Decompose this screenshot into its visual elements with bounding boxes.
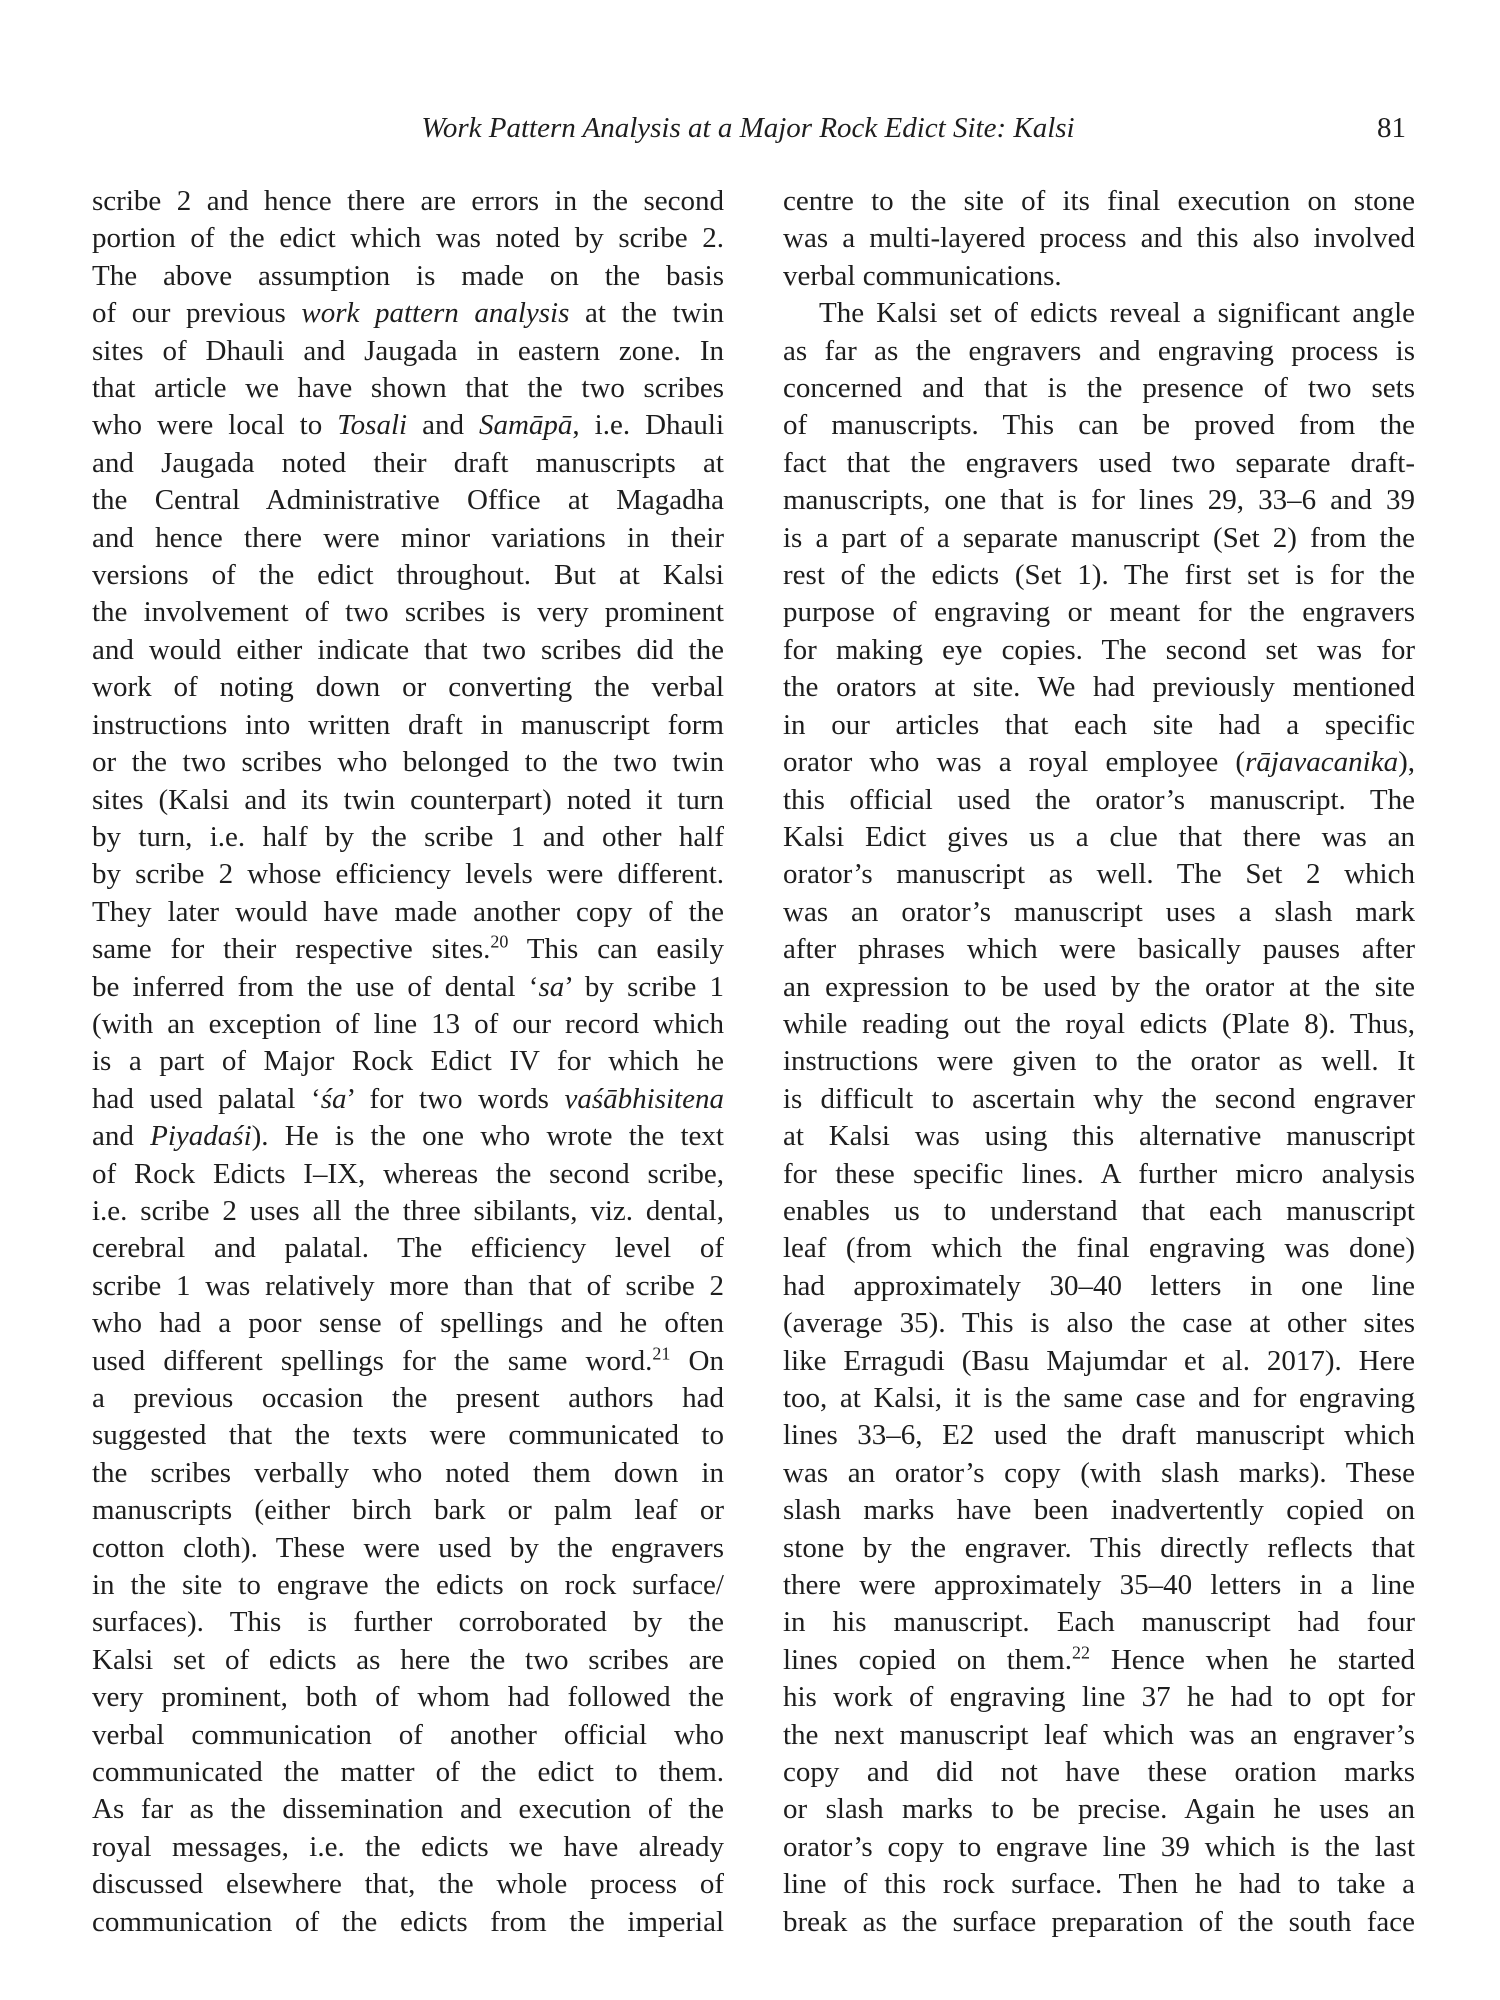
text-line bbox=[92, 183, 724, 220]
text-run: the involvement of two scribes is very prominent bbox=[92, 596, 724, 629]
text-run: scribe 1 was relatively more than that of scribe 2 bbox=[92, 1269, 724, 1302]
text-run: for these specific lines. A further micro analysis bbox=[783, 1157, 1415, 1190]
text-run: surfaces). This is further corroborated by the bbox=[92, 1606, 724, 1639]
text-run: and Jaugada noted their draft manuscripts at bbox=[92, 446, 724, 479]
text-run: the scribes verbally who noted them down in bbox=[92, 1456, 724, 1489]
text-line bbox=[92, 520, 724, 557]
text-line bbox=[783, 1717, 1415, 1754]
text-run: by scribe 2 whose efficiency levels were different. bbox=[92, 858, 724, 891]
italic-term: Samāpā bbox=[478, 409, 573, 442]
text-run: scribe 2 and hence there are errors in the second bbox=[92, 185, 724, 217]
text-run: copy and did not have these oration marks bbox=[783, 1756, 1415, 1789]
text-line bbox=[92, 1679, 724, 1716]
text-run: sites of Dhauli and Jaugada in eastern zone. In bbox=[92, 334, 724, 367]
text-run: in our articles that each site had a specific bbox=[783, 708, 1415, 741]
text-run: break as the surface preparation of the south face bbox=[783, 1905, 1415, 1938]
text-run: same for their respective sites. bbox=[92, 933, 491, 966]
text-run: very prominent, both of whom had followed the bbox=[92, 1681, 724, 1714]
text-run: verbal communication of another official who bbox=[92, 1718, 724, 1751]
text-run: suggested that the texts were communicated to bbox=[92, 1419, 724, 1452]
text-line bbox=[92, 669, 724, 706]
text-run: used different spellings for the same word. bbox=[92, 1344, 653, 1377]
text-line bbox=[783, 407, 1415, 444]
text-run: was a multi-layered process and this also involved bbox=[783, 222, 1415, 255]
text-line bbox=[92, 1866, 724, 1903]
text-line bbox=[783, 1492, 1415, 1529]
text-run: was an orator’s copy (with slash marks). These bbox=[783, 1456, 1415, 1489]
footnote-marker: 20 bbox=[490, 931, 509, 952]
text-line bbox=[783, 1904, 1415, 1941]
running-title: Work Pattern Analysis at a Major Rock Edict Site: Kalsi bbox=[421, 112, 1075, 144]
text-run: and would either indicate that two scribes did the bbox=[92, 633, 724, 666]
text-run: like Erragudi (Basu Majumdar et al. 2017). Here bbox=[783, 1344, 1415, 1377]
text-run: portion of the edict which was noted by scribe 2. bbox=[92, 222, 724, 255]
text-line bbox=[92, 1006, 724, 1043]
text-line bbox=[783, 632, 1415, 669]
text-line bbox=[783, 1866, 1415, 1903]
text-line bbox=[92, 1791, 724, 1828]
text-run: The Kalsi set of edicts reveal a significant angle bbox=[819, 297, 1415, 330]
text-run: of Rock Edicts I–IX, whereas the second scribe, bbox=[92, 1157, 724, 1190]
text-line bbox=[92, 1530, 724, 1567]
text-line bbox=[783, 258, 1415, 295]
text-line bbox=[92, 1904, 724, 1941]
text-line bbox=[783, 1530, 1415, 1567]
text-run: the Central Administrative Office at Magadha bbox=[92, 484, 724, 517]
text-line bbox=[92, 1380, 724, 1417]
text-line bbox=[783, 856, 1415, 893]
text-run: cotton cloth). These were used by the engravers bbox=[92, 1531, 724, 1564]
text-run: while reading out the royal edicts (Plate 8). Thus, bbox=[783, 1007, 1415, 1040]
text-run: royal messages, i.e. the edicts we have already bbox=[92, 1830, 724, 1863]
text-line bbox=[783, 557, 1415, 594]
text-run: Hence when he started bbox=[1089, 1643, 1415, 1676]
text-line bbox=[92, 931, 724, 968]
text-run: purpose of engraving or meant for the engravers bbox=[783, 596, 1415, 629]
text-run: As far as the dissemination and execution of the bbox=[92, 1793, 724, 1826]
text-line bbox=[92, 1118, 724, 1155]
text-line bbox=[783, 333, 1415, 370]
text-run: at Kalsi was using this alternative manuscript bbox=[783, 1120, 1415, 1153]
text-line bbox=[92, 1492, 724, 1529]
text-line bbox=[92, 1567, 724, 1604]
text-run: by turn, i.e. half by the scribe 1 and other half bbox=[92, 820, 724, 853]
text-line bbox=[92, 1343, 724, 1380]
text-run: the orators at site. We had previously mentioned bbox=[783, 671, 1415, 704]
text-line bbox=[92, 1230, 724, 1267]
text-run: discussed elsewhere that, the whole process of bbox=[92, 1868, 724, 1901]
text-run: (average 35). This is also the case at other sites bbox=[783, 1307, 1415, 1340]
text-run: had approximately 30–40 letters in one line bbox=[783, 1269, 1415, 1302]
text-run: Kalsi set of edicts as here the two scribes are bbox=[92, 1643, 724, 1676]
text-run: instructions were given to the orator as well. It bbox=[783, 1045, 1415, 1078]
text-run: On bbox=[670, 1344, 724, 1377]
italic-term: śa bbox=[320, 1082, 347, 1115]
text-run: orator who was a royal employee ( bbox=[783, 746, 1246, 779]
text-line bbox=[783, 1343, 1415, 1380]
text-line bbox=[92, 782, 724, 819]
text-run: of manuscripts. This can be proved from the bbox=[783, 409, 1415, 442]
text-run: at the twin bbox=[569, 297, 724, 330]
text-line bbox=[783, 1081, 1415, 1118]
text-line bbox=[783, 1791, 1415, 1828]
right-column bbox=[783, 183, 1415, 1941]
text-run: i.e. scribe 2 uses all the three sibilants, viz. dental, bbox=[92, 1194, 724, 1227]
italic-term: Piyadaśi bbox=[150, 1120, 252, 1153]
text-line bbox=[92, 1043, 724, 1080]
text-run: ’ by scribe 1 bbox=[564, 970, 724, 1003]
text-line bbox=[783, 1043, 1415, 1080]
text-line bbox=[783, 295, 1415, 332]
text-line bbox=[783, 669, 1415, 706]
text-run: sites (Kalsi and its twin counterpart) noted it turn bbox=[92, 783, 724, 816]
text-run: is difficult to ascertain why the second engraver bbox=[783, 1082, 1415, 1115]
text-run: , i.e. Dhauli bbox=[572, 409, 724, 442]
text-line bbox=[783, 1754, 1415, 1791]
text-run: lines copied on them. bbox=[783, 1643, 1072, 1676]
text-run: this official used the orator’s manuscript. The bbox=[783, 783, 1415, 816]
text-run: This can easily bbox=[508, 933, 724, 966]
text-run: The above assumption is made on the basis bbox=[92, 259, 724, 292]
text-line bbox=[92, 333, 724, 370]
text-run: communication of the edicts from the imperial bbox=[92, 1905, 724, 1938]
text-run: enables us to understand that each manuscript bbox=[783, 1194, 1415, 1227]
text-line bbox=[783, 445, 1415, 482]
text-line bbox=[92, 969, 724, 1006]
text-line bbox=[783, 1230, 1415, 1267]
italic-term: vaśābhisitena bbox=[564, 1082, 724, 1115]
text-line bbox=[92, 744, 724, 781]
text-run: They later would have made another copy of the bbox=[92, 895, 724, 928]
text-line bbox=[92, 370, 724, 407]
footnote-marker: 22 bbox=[1071, 1642, 1090, 1663]
text-run: is a part of Major Rock Edict IV for which he bbox=[92, 1045, 724, 1078]
text-line bbox=[783, 931, 1415, 968]
text-run: rest of the edicts (Set 1). The first set is for the bbox=[783, 559, 1415, 592]
text-run: slash marks have been inadvertently copied on bbox=[783, 1494, 1415, 1527]
text-line bbox=[92, 1754, 724, 1791]
text-run: his work of engraving line 37 he had to opt for bbox=[783, 1681, 1415, 1714]
text-run: in the site to engrave the edicts on rock surface/ bbox=[92, 1569, 724, 1602]
text-line bbox=[92, 1417, 724, 1454]
text-line bbox=[783, 1268, 1415, 1305]
text-run: a previous occasion the present authors had bbox=[92, 1382, 724, 1414]
text-line bbox=[783, 370, 1415, 407]
text-line bbox=[783, 1417, 1415, 1454]
text-line bbox=[92, 1268, 724, 1305]
text-line bbox=[783, 1455, 1415, 1492]
text-run: and bbox=[92, 1120, 151, 1153]
text-run: stone by the engraver. This directly reflects that bbox=[783, 1531, 1415, 1564]
text-line bbox=[783, 707, 1415, 744]
text-line bbox=[92, 1081, 724, 1118]
text-run: instructions into written draft in manuscript form bbox=[92, 708, 724, 741]
text-line bbox=[92, 1717, 724, 1754]
text-line bbox=[783, 594, 1415, 631]
text-run: (with an exception of line 13 of our record which bbox=[92, 1007, 724, 1040]
text-run: Kalsi Edict gives us a clue that there was an bbox=[783, 820, 1415, 853]
text-run: that article we have shown that the two scribes bbox=[92, 372, 724, 405]
text-run: fact that the engravers used two separate draft- bbox=[783, 446, 1415, 479]
text-line bbox=[783, 1679, 1415, 1716]
italic-term: sa bbox=[538, 970, 565, 1003]
text-run: or the two scribes who belonged to the two twin bbox=[92, 746, 724, 779]
text-run: manuscripts (either birch bark or palm leaf or bbox=[92, 1494, 724, 1527]
text-run: versions of the edict throughout. But at Kalsi bbox=[92, 559, 724, 592]
text-line bbox=[783, 894, 1415, 931]
text-run: or slash marks to be precise. Again he uses an bbox=[783, 1793, 1415, 1826]
text-line bbox=[783, 1193, 1415, 1230]
text-line bbox=[92, 557, 724, 594]
text-run: centre to the site of its final execution on stone bbox=[783, 185, 1415, 217]
text-run: ’ for two words bbox=[346, 1082, 565, 1115]
text-line bbox=[783, 1642, 1415, 1679]
text-line bbox=[783, 744, 1415, 781]
text-run: too, at Kalsi, it is the same case and for engraving bbox=[783, 1382, 1415, 1414]
text-line bbox=[783, 1006, 1415, 1043]
text-line bbox=[783, 1380, 1415, 1417]
text-run: there were approximately 35–40 letters in a line bbox=[783, 1569, 1415, 1602]
text-line bbox=[783, 1829, 1415, 1866]
text-run: ). He is the one who wrote the text bbox=[251, 1120, 724, 1153]
text-run: ), bbox=[1398, 746, 1415, 779]
text-line bbox=[92, 632, 724, 669]
text-line bbox=[92, 856, 724, 893]
text-line bbox=[783, 1156, 1415, 1193]
text-run: the next manuscript leaf which was an engraver’s bbox=[783, 1718, 1415, 1751]
text-line bbox=[783, 183, 1415, 220]
text-line bbox=[92, 482, 724, 519]
text-line bbox=[783, 1305, 1415, 1342]
text-run: is a part of a separate manuscript (Set 2) from the bbox=[783, 521, 1415, 554]
text-line bbox=[92, 258, 724, 295]
text-run: leaf (from which the final engraving was done) bbox=[783, 1232, 1415, 1265]
text-line bbox=[783, 520, 1415, 557]
text-run: lines 33–6, E2 used the draft manuscript which bbox=[783, 1419, 1415, 1452]
text-run: for making eye copies. The second set was for bbox=[783, 633, 1415, 666]
text-run: work of noting down or converting the verbal bbox=[92, 671, 724, 704]
text-line bbox=[92, 894, 724, 931]
italic-term: Tosali bbox=[337, 409, 408, 442]
text-line bbox=[92, 1604, 724, 1641]
text-line bbox=[92, 594, 724, 631]
text-run: and hence there were minor variations in their bbox=[92, 521, 724, 554]
running-head bbox=[90, 112, 1406, 152]
left-column bbox=[92, 183, 724, 1941]
text-run: orator’s copy to engrave line 39 which is the last bbox=[783, 1830, 1415, 1863]
text-run: had used palatal ‘ bbox=[92, 1082, 321, 1115]
text-line bbox=[92, 1829, 724, 1866]
text-line bbox=[783, 482, 1415, 519]
text-line bbox=[92, 1156, 724, 1193]
text-line bbox=[783, 1118, 1415, 1155]
text-line bbox=[783, 782, 1415, 819]
italic-term: work pattern analysis bbox=[301, 297, 570, 330]
text-run: communicated the matter of the edict to them. bbox=[92, 1756, 724, 1789]
text-line bbox=[783, 969, 1415, 1006]
text-run: who were local to bbox=[92, 409, 338, 442]
text-run: as far as the engravers and engraving process is bbox=[783, 334, 1415, 367]
footnote-marker: 21 bbox=[652, 1342, 671, 1363]
text-run: and bbox=[407, 409, 479, 442]
text-line bbox=[92, 295, 724, 332]
text-run: who had a poor sense of spellings and he often bbox=[92, 1307, 724, 1340]
text-line bbox=[92, 1455, 724, 1492]
text-line bbox=[92, 819, 724, 856]
text-run: cerebral and palatal. The efficiency level of bbox=[92, 1232, 724, 1265]
text-line bbox=[92, 707, 724, 744]
text-run: of our previous bbox=[92, 297, 302, 330]
text-line bbox=[783, 819, 1415, 856]
text-line bbox=[92, 1642, 724, 1679]
text-line bbox=[92, 1305, 724, 1342]
italic-term: rājavacanika bbox=[1245, 746, 1399, 779]
page-number: 81 bbox=[1377, 112, 1406, 144]
text-line bbox=[92, 407, 724, 444]
text-run: concerned and that is the presence of two sets bbox=[783, 372, 1415, 405]
text-run: manuscripts, one that is for lines 29, 33–6 and 39 bbox=[783, 484, 1415, 517]
text-line bbox=[783, 220, 1415, 257]
text-line bbox=[783, 1567, 1415, 1604]
text-run: after phrases which were basically pauses after bbox=[783, 933, 1415, 966]
text-run: be inferred from the use of dental ‘ bbox=[92, 970, 539, 1003]
text-run: an expression to be used by the orator at the site bbox=[783, 970, 1415, 1003]
text-line bbox=[92, 445, 724, 482]
text-line bbox=[92, 1193, 724, 1230]
text-run: line of this rock surface. Then he had to take a bbox=[783, 1868, 1415, 1901]
text-run: orator’s manuscript as well. The Set 2 which bbox=[783, 858, 1415, 891]
text-run: in his manuscript. Each manuscript had four bbox=[783, 1606, 1415, 1639]
text-run: was an orator’s manuscript uses a slash mark bbox=[783, 895, 1415, 928]
text-line bbox=[783, 1604, 1415, 1641]
text-run: verbal communications. bbox=[783, 259, 1062, 292]
text-line bbox=[92, 220, 724, 257]
